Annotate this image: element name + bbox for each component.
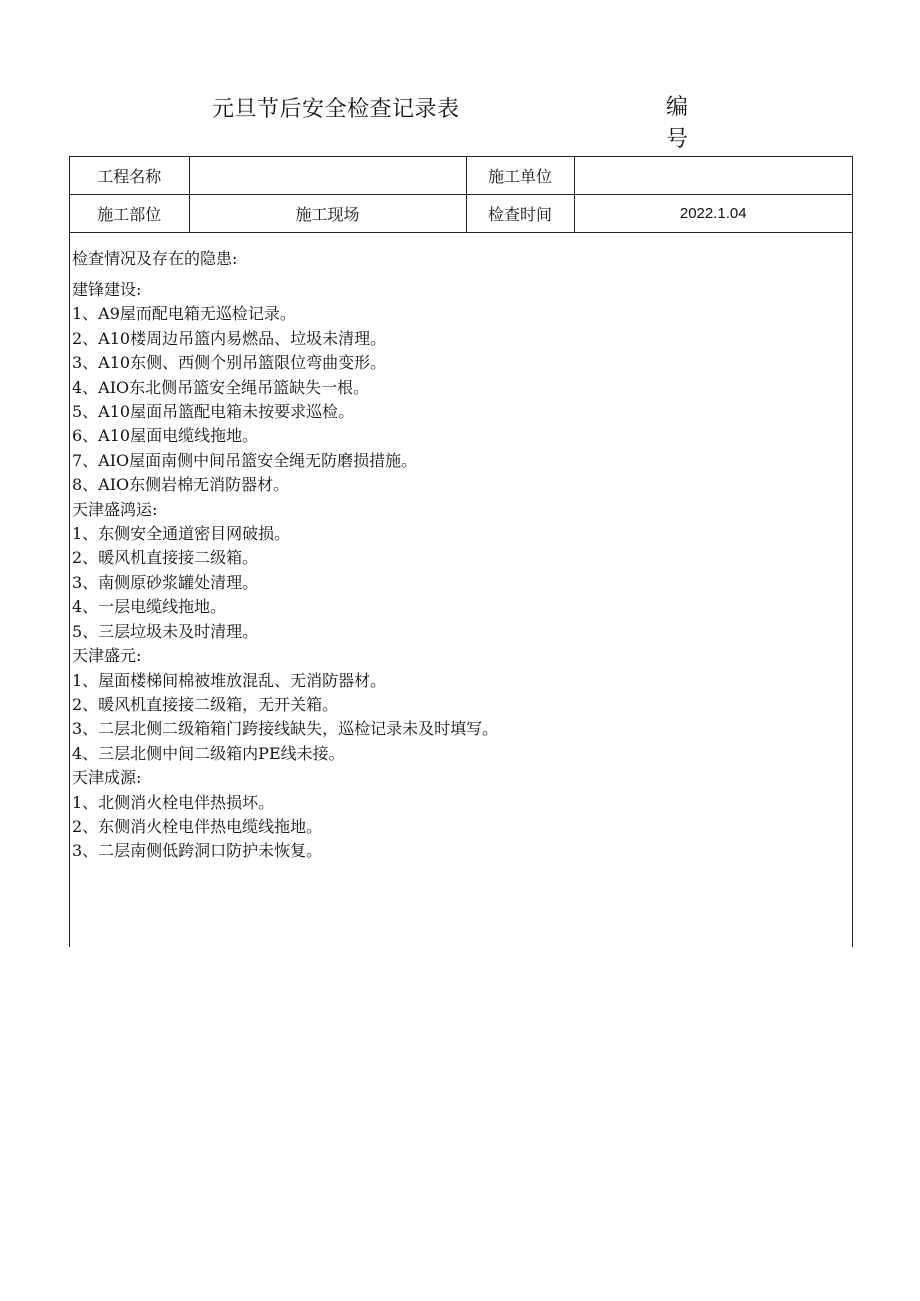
inspection-time-label: 检查时间 — [466, 195, 574, 233]
list-item: 3、二层北侧二级箱箱门跨接线缺失，巡检记录未及时填写。 — [72, 719, 499, 739]
document-title: 元旦节后安全检查记录表 — [212, 97, 460, 122]
findings-list — [72, 278, 852, 864]
section-heading: 天津盛鸿运: — [72, 499, 158, 519]
findings-heading: 检查情况及存在的隐患: — [72, 249, 238, 268]
list-item: 7、AIO屋面南侧中间吊篮安全绳无防磨损措施。 — [72, 450, 418, 470]
section-heading: 天津成源: — [72, 768, 142, 788]
list-item: 4、三层北侧中间二级箱内PE线未接。 — [72, 743, 345, 763]
project-name-label: 工程名称 — [70, 157, 189, 195]
list-item: 3、南侧原砂浆罐处清理。 — [72, 572, 259, 592]
list-item: 3、A10东侧、西侧个别吊篮限位弯曲变形。 — [72, 353, 387, 373]
list-item: 8、AIO东侧岩棉无消防器材。 — [72, 475, 290, 495]
list-item: 1、东侧安全通道密目网破损。 — [72, 524, 291, 544]
section-heading: 天津盛元: — [72, 646, 142, 666]
list-item: 1、A9屋而配电箱无巡检记录。 — [72, 304, 296, 324]
list-item: 4、AIO东北侧吊篮安全绳吊篮缺失一根。 — [72, 377, 370, 397]
list-item: 1、北侧消火栓电伴热损坏。 — [72, 792, 275, 812]
project-info-row-1 — [70, 157, 852, 195]
number-label: 编号 — [666, 95, 689, 152]
list-item: 2、东侧消火栓电伴热电缆线拖地。 — [72, 816, 323, 836]
list-item: 5、三层垃圾未及时清理。 — [72, 621, 259, 641]
construction-part-value: 施工现场 — [189, 195, 466, 233]
list-item: 4、一层电缆线拖地。 — [72, 597, 227, 617]
list-item: 2、暖风机直接接二级箱。 — [72, 548, 259, 568]
list-item: 5、A10屋面吊篮配电箱未按要求巡检。 — [72, 402, 355, 422]
list-item: 2、暖风机直接接二级箱，无开关箱。 — [72, 694, 339, 714]
construction-part-label: 施工部位 — [70, 195, 189, 233]
construction-unit-value — [574, 157, 852, 195]
section-heading: 建锋建设: — [72, 280, 142, 299]
inspection-time-value: 2022.1.04 — [574, 195, 852, 233]
list-item: 1、屋面楼梯间棉被堆放混乱、无消防器材。 — [72, 670, 387, 690]
list-item: 2、A10楼周边吊篮内易燃品、垃圾未清理。 — [72, 328, 387, 348]
list-item: 3、二层南侧低跨洞口防护未恢复。 — [72, 841, 323, 861]
construction-unit-label: 施工单位 — [466, 157, 574, 195]
project-name-value — [189, 157, 466, 195]
inspection-findings — [70, 233, 852, 947]
project-info-table — [70, 157, 852, 233]
inspection-form — [69, 156, 853, 947]
list-item: 6、A10屋面电缆线拖地。 — [72, 426, 259, 446]
project-info-row-2 — [70, 195, 852, 233]
